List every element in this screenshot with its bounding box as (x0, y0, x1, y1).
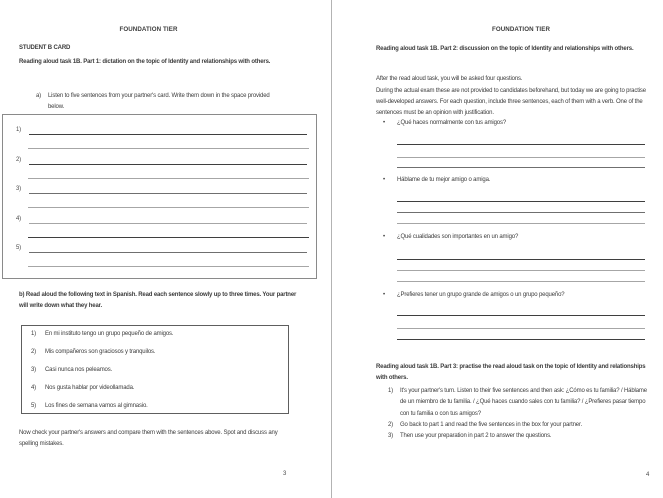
answer-line (397, 212, 645, 213)
item-marker: 1) (31, 331, 37, 337)
instruction-item-a (36, 91, 280, 114)
instruction-text: It's your partner's turn. Listen to their five sentences and then ask: ¿Cómo es tu familia? / Háblame de un miembro de tu familia. / ¿Qué haces cuando sales con tu familia? / ¿Prefieres pasar tiempo con tu familia o con tus amigos? (400, 388, 647, 417)
answer-line (397, 270, 645, 271)
sentence-text: Nos gusta hablar por videollamada. (45, 385, 135, 391)
question-item (383, 290, 648, 301)
student-card-heading: STUDENT B CARD (19, 45, 71, 51)
write-line (29, 193, 307, 194)
question-item (383, 232, 648, 243)
part-b-heading: b) Read aloud the following text in Spanish. Read each sentence slowly up to three times. Your partner will write down what they hear. (19, 292, 297, 310)
bullet-icon: • (383, 176, 385, 183)
intro-line: After the read aloud task, you will be asked four questions. (376, 76, 523, 82)
question-text: Háblame de tu mejor amigo o amiga. (397, 176, 491, 183)
sentence-item (31, 347, 281, 358)
write-line (28, 207, 309, 208)
write-row-number: 1) (16, 127, 22, 133)
answer-line (397, 315, 645, 316)
sentence-text: Mis compañeros son graciosos y tranquilos. (45, 349, 156, 355)
write-row-number: 4) (16, 215, 22, 222)
bullet-icon: • (383, 233, 385, 240)
answer-line (397, 167, 645, 168)
write-line (29, 223, 307, 224)
sentence-item (31, 365, 281, 376)
write-line (29, 164, 307, 165)
write-line (29, 134, 307, 135)
part1-heading: Reading aloud task 1B. Part 1: dictation on the topic of Identity and relationships with others. (19, 59, 271, 65)
sentence-item (31, 329, 281, 340)
write-line (28, 178, 309, 179)
item-marker: 2) (388, 421, 394, 428)
bullet-icon: • (383, 120, 385, 126)
sentence-box (21, 325, 289, 414)
instruction-item (388, 420, 652, 431)
write-line (29, 252, 307, 253)
answer-line (397, 201, 645, 202)
answer-line (397, 339, 645, 340)
item-marker: 2) (31, 349, 37, 355)
instruction-text: Listen to five sentences from your partner's card. Write them down in the space provided below. (48, 93, 270, 111)
question-text: ¿Qué cualidades son importantes en un amigo? (397, 233, 519, 240)
write-row-number: 3) (16, 186, 22, 192)
write-row-number: 5) (16, 245, 22, 251)
question-text: ¿Prefieres tener un grupo grande de amigos o un grupo pequeño? (397, 291, 565, 298)
item-marker: 3) (388, 433, 394, 440)
write-line (28, 266, 309, 267)
sentence-item (31, 383, 281, 394)
item-marker: 1) (388, 388, 394, 394)
sentence-text: En mi instituto tengo un grupo pequeño de amigos. (45, 331, 174, 337)
question-item (383, 118, 648, 129)
answer-line (397, 144, 645, 145)
page-number: 3 (283, 471, 287, 477)
page-number: 4 (646, 472, 650, 478)
write-row-number: 2) (16, 156, 22, 163)
write-line (28, 237, 309, 238)
write-box (2, 114, 317, 279)
page-3 (0, 0, 331, 498)
answer-line (397, 281, 645, 282)
instruction-item (388, 386, 652, 420)
closing-paragraph: Now check your partner's answers and compare them with the sentences above. Spot and discuss any spelling mistakes. (19, 430, 278, 448)
answer-line (397, 223, 645, 224)
page-4 (331, 0, 663, 498)
instruction-item (388, 431, 652, 442)
answer-line (397, 157, 645, 158)
item-marker: 5) (31, 403, 37, 409)
question-item (383, 175, 648, 186)
sentence-text: Casi nunca nos peleamos. (45, 367, 113, 373)
bullet-icon: • (383, 291, 385, 298)
page-header-tier: FOUNDATION TIER (119, 26, 178, 33)
sentence-text: Los fines de semana vamos al gimnasio. (45, 403, 148, 409)
sentence-item (31, 401, 281, 412)
part2-heading: Reading aloud task 1B. Part 2: discussion on the topic of Identity and relationships with others. (376, 46, 634, 52)
instruction-text: Go back to part 1 and read the five sentences in the box for your partner. (400, 421, 583, 428)
instruction-list (388, 386, 652, 442)
page-header-tier: FOUNDATION TIER (491, 26, 551, 33)
question-text: ¿Qué haces normalmente con tus amigos? (397, 120, 507, 126)
item-marker: a) (36, 93, 42, 99)
intro-paragraph: During the actual exam these are not provided to candidates beforehand, but today we are going to practise well-developed answers. For each question, include three sentences, each of them with a verb. One of the sentences must be an opinion with justification. (376, 87, 646, 117)
item-marker: 3) (31, 367, 37, 373)
answer-line (397, 259, 645, 260)
part3-heading: Reading aloud task 1B. Part 3: practise the read aloud task on the topic of Identity and relationships with others. (376, 364, 646, 382)
answer-line (397, 328, 645, 329)
instruction-text: Then use your preparation in part 2 to answer the questions. (400, 433, 552, 440)
write-line (28, 148, 309, 149)
item-marker: 4) (31, 385, 37, 391)
